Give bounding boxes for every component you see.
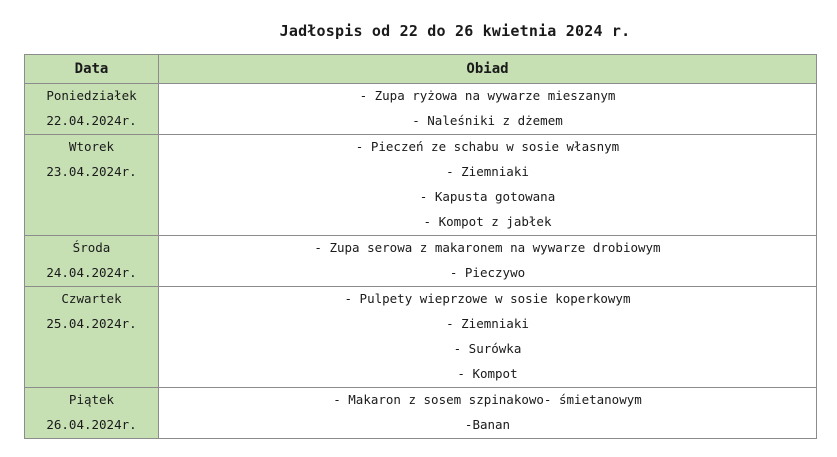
table-row — [25, 84, 817, 135]
column-header-date: Data — [25, 55, 159, 84]
date-cell — [25, 84, 159, 135]
menu-item: - Pulpety wieprzowe w sosie koperkowym — [344, 291, 631, 306]
page-title: Jadłospis od 22 do 26 kwietnia 2024 r. — [279, 22, 631, 40]
day-name: Poniedziałek — [46, 88, 137, 103]
date-cell — [25, 236, 159, 287]
lunch-cell — [159, 135, 817, 236]
table-row — [25, 236, 817, 287]
day-date: 22.04.2024r. — [46, 113, 137, 128]
menu-item: - Zupa ryżowa na wywarze mieszanym — [359, 88, 616, 103]
menu-item: - Makaron z sosem szpinakowo- śmietanowym — [333, 392, 642, 407]
day-date: 24.04.2024r. — [46, 265, 137, 280]
day-name: Czwartek — [61, 291, 122, 306]
menu-item: - Kompot z jabłek — [423, 214, 552, 229]
lunch-cell — [159, 84, 817, 135]
date-cell — [25, 388, 159, 439]
menu-item: - Kapusta gotowana — [419, 189, 556, 204]
menu-item: - Pieczywo — [449, 265, 526, 280]
day-date: 23.04.2024r. — [46, 164, 137, 179]
menu-item: - Naleśniki z dżemem — [412, 113, 563, 128]
day-name: Piątek — [68, 392, 115, 407]
lunch-cell — [159, 236, 817, 287]
date-cell — [25, 287, 159, 388]
menu-item: - Ziemniaki — [446, 164, 529, 179]
table-row — [25, 287, 817, 388]
table-header-row — [25, 55, 817, 84]
lunch-cell — [159, 388, 817, 439]
day-name: Środa — [72, 240, 111, 255]
table-row — [25, 135, 817, 236]
day-name: Wtorek — [68, 139, 115, 154]
menu-item: -Banan — [464, 417, 511, 432]
menu-item: - Kompot — [457, 366, 518, 381]
column-header-lunch: Obiad — [159, 55, 817, 84]
menu-item: - Surówka — [453, 341, 522, 356]
table-row — [25, 388, 817, 439]
menu-item: - Pieczeń ze schabu w sosie własnym — [355, 139, 620, 154]
day-date: 26.04.2024r. — [46, 417, 137, 432]
menu-table — [24, 54, 817, 439]
day-date: 25.04.2024r. — [46, 316, 137, 331]
menu-item: - Ziemniaki — [446, 316, 529, 331]
lunch-cell — [159, 287, 817, 388]
date-cell — [25, 135, 159, 236]
menu-item: - Zupa serowa z makaronem na wywarze drobiowym — [314, 240, 661, 255]
